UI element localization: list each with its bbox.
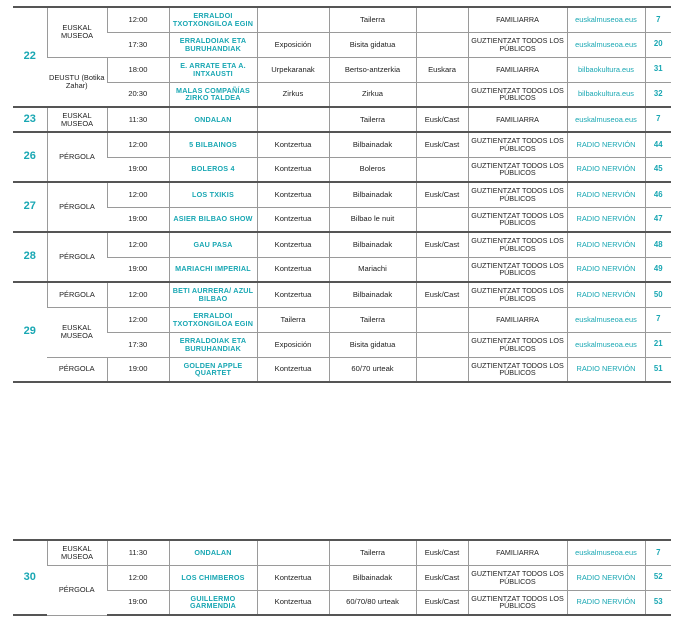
time-cell: 19:00 xyxy=(107,357,169,382)
day-number: 30 xyxy=(13,540,47,615)
event-genre: Bertso-antzerkia xyxy=(329,57,416,82)
event-language: Eusk/Cast xyxy=(416,232,468,257)
day-number: 27 xyxy=(13,182,47,232)
venue-cell: PÉRGOLA xyxy=(47,182,107,232)
audience-cell: FAMILIARRA xyxy=(468,57,567,82)
page-number: 51 xyxy=(645,357,671,382)
page-number: 47 xyxy=(645,207,671,232)
page-number: 32 xyxy=(645,82,671,107)
event-title: E. ARRATE ETA A. INTXAUSTI xyxy=(169,57,257,82)
event-type: Kontzertua xyxy=(257,132,329,157)
event-language: Eusk/Cast xyxy=(416,107,468,132)
time-cell: 18:00 xyxy=(107,57,169,82)
event-type: Exposición xyxy=(257,32,329,57)
event-genre: Bilbainadak xyxy=(329,132,416,157)
event-language: Eusk/Cast xyxy=(416,590,468,615)
venue-cell: DEUSTU (Botika Zahar) xyxy=(47,57,107,107)
venue-cell: PÉRGOLA xyxy=(47,132,107,182)
page-number: 31 xyxy=(645,57,671,82)
event-genre: Bilbainadak xyxy=(329,182,416,207)
event-type: Kontzertua xyxy=(257,182,329,207)
page-number: 21 xyxy=(645,332,671,357)
event-language: Eusk/Cast xyxy=(416,565,468,590)
table-row xyxy=(13,157,671,182)
event-type: Kontzertua xyxy=(257,232,329,257)
schedule-table-day-30 xyxy=(13,539,671,616)
organizer-link: RADIO NERVIÓN xyxy=(567,565,645,590)
venue-cell: EUSKAL MUSEOA xyxy=(47,107,107,132)
event-title: ERRALDOIAK ETA BURUHANDIAK xyxy=(169,32,257,57)
audience-cell: GUZTIENTZAT TODOS LOS PÚBLICOS xyxy=(468,232,567,257)
organizer-link: bilbaokultura.eus xyxy=(567,82,645,107)
event-type: Urpekaranak xyxy=(257,57,329,82)
event-language xyxy=(416,207,468,232)
day-number: 29 xyxy=(13,282,47,382)
event-genre: Bilbainadak xyxy=(329,282,416,307)
time-cell: 20:30 xyxy=(107,82,169,107)
organizer-link: RADIO NERVIÓN xyxy=(567,157,645,182)
audience-cell: GUZTIENTZAT TODOS LOS PÚBLICOS xyxy=(468,357,567,382)
table-row xyxy=(13,257,671,282)
organizer-link: euskalmuseoa.eus xyxy=(567,7,645,32)
table-row xyxy=(13,282,671,307)
page-number: 7 xyxy=(645,107,671,132)
audience-cell: GUZTIENTZAT TODOS LOS PÚBLICOS xyxy=(468,157,567,182)
event-title: BOLEROS 4 xyxy=(169,157,257,182)
table-row xyxy=(13,357,671,382)
event-genre: 60/70/80 urteak xyxy=(329,590,416,615)
time-cell: 17:30 xyxy=(107,332,169,357)
page-number: 49 xyxy=(645,257,671,282)
organizer-link: euskalmuseoa.eus xyxy=(567,307,645,332)
event-title: LOS CHIMBEROS xyxy=(169,565,257,590)
event-genre: Bisita gidatua xyxy=(329,332,416,357)
audience-cell: GUZTIENTZAT TODOS LOS PÚBLICOS xyxy=(468,32,567,57)
event-title: GAU PASA xyxy=(169,232,257,257)
event-language xyxy=(416,7,468,32)
venue-cell: PÉRGOLA xyxy=(47,282,107,307)
organizer-link: euskalmuseoa.eus xyxy=(567,107,645,132)
event-type: Kontzertua xyxy=(257,357,329,382)
table-row xyxy=(13,590,671,615)
organizer-link: RADIO NERVIÓN xyxy=(567,590,645,615)
event-language xyxy=(416,307,468,332)
page-number: 46 xyxy=(645,182,671,207)
time-cell: 19:00 xyxy=(107,207,169,232)
event-language: Eusk/Cast xyxy=(416,182,468,207)
venue-cell: EUSKAL MUSEOA xyxy=(47,7,107,57)
venue-cell: EUSKAL MUSEOA xyxy=(47,307,107,357)
page-number: 45 xyxy=(645,157,671,182)
page-number: 7 xyxy=(645,307,671,332)
event-title: ONDALAN xyxy=(169,540,257,565)
audience-cell: GUZTIENTZAT TODOS LOS PÚBLICOS xyxy=(468,565,567,590)
organizer-link: euskalmuseoa.eus xyxy=(567,332,645,357)
event-genre: 60/70 urteak xyxy=(329,357,416,382)
table-row xyxy=(13,32,671,57)
day-number: 22 xyxy=(13,7,47,107)
event-title: ERRALDOI TXOTXONGILOA EGIN xyxy=(169,7,257,32)
event-genre: Bilbainadak xyxy=(329,565,416,590)
event-language xyxy=(416,82,468,107)
page-number: 48 xyxy=(645,232,671,257)
audience-cell: GUZTIENTZAT TODOS LOS PÚBLICOS xyxy=(468,257,567,282)
page-number: 50 xyxy=(645,282,671,307)
audience-cell: FAMILIARRA xyxy=(468,7,567,32)
organizer-link: RADIO NERVIÓN xyxy=(567,282,645,307)
organizer-link: RADIO NERVIÓN xyxy=(567,257,645,282)
audience-cell: GUZTIENTZAT TODOS LOS PÚBLICOS xyxy=(468,207,567,232)
event-type: Kontzertua xyxy=(257,207,329,232)
audience-cell: FAMILIARRA xyxy=(468,540,567,565)
event-language xyxy=(416,257,468,282)
table-row xyxy=(13,332,671,357)
event-genre: Tailerra xyxy=(329,107,416,132)
time-cell: 11:30 xyxy=(107,540,169,565)
event-language: Eusk/Cast xyxy=(416,540,468,565)
time-cell: 12:00 xyxy=(107,307,169,332)
venue-cell: PÉRGOLA xyxy=(47,232,107,282)
event-language: Eusk/Cast xyxy=(416,282,468,307)
audience-cell: GUZTIENTZAT TODOS LOS PÚBLICOS xyxy=(468,132,567,157)
organizer-link: RADIO NERVIÓN xyxy=(567,132,645,157)
event-title: GUILLERMO GARMENDIA xyxy=(169,590,257,615)
event-type xyxy=(257,540,329,565)
event-type: Kontzertua xyxy=(257,157,329,182)
day-number: 26 xyxy=(13,132,47,182)
event-type xyxy=(257,107,329,132)
event-language xyxy=(416,157,468,182)
page-number: 20 xyxy=(645,32,671,57)
event-title: ERRALDOIAK ETA BURUHANDIAK xyxy=(169,332,257,357)
page-number: 44 xyxy=(645,132,671,157)
event-genre: Boleros xyxy=(329,157,416,182)
time-cell: 19:00 xyxy=(107,157,169,182)
event-genre: Tailerra xyxy=(329,307,416,332)
event-language xyxy=(416,357,468,382)
table-row xyxy=(13,7,671,32)
event-title: ONDALAN xyxy=(169,107,257,132)
time-cell: 11:30 xyxy=(107,107,169,132)
event-title: MARIACHI IMPERIAL xyxy=(169,257,257,282)
event-title: LOS TXIKIS xyxy=(169,182,257,207)
event-type: Tailerra xyxy=(257,307,329,332)
table-row xyxy=(13,82,671,107)
table-row xyxy=(13,540,671,565)
event-type: Zirkus xyxy=(257,82,329,107)
time-cell: 19:00 xyxy=(107,590,169,615)
time-cell: 19:00 xyxy=(107,257,169,282)
table-row xyxy=(13,307,671,332)
event-type: Kontzertua xyxy=(257,257,329,282)
event-genre: Tailerra xyxy=(329,540,416,565)
audience-cell: GUZTIENTZAT TODOS LOS PÚBLICOS xyxy=(468,590,567,615)
table-row xyxy=(13,232,671,257)
audience-cell: GUZTIENTZAT TODOS LOS PÚBLICOS xyxy=(468,282,567,307)
audience-cell: GUZTIENTZAT TODOS LOS PÚBLICOS xyxy=(468,332,567,357)
event-genre: Bilbainadak xyxy=(329,232,416,257)
event-genre: Tailerra xyxy=(329,7,416,32)
event-genre: Zirkua xyxy=(329,82,416,107)
audience-cell: FAMILIARRA xyxy=(468,307,567,332)
table-row xyxy=(13,57,671,82)
table-row xyxy=(13,565,671,590)
time-cell: 17:30 xyxy=(107,32,169,57)
page-number: 7 xyxy=(645,7,671,32)
audience-cell: GUZTIENTZAT TODOS LOS PÚBLICOS xyxy=(468,182,567,207)
organizer-link: euskalmuseoa.eus xyxy=(567,32,645,57)
schedule-table-main xyxy=(13,6,671,383)
event-type: Exposición xyxy=(257,332,329,357)
page-number: 52 xyxy=(645,565,671,590)
event-type: Kontzertua xyxy=(257,282,329,307)
event-language xyxy=(416,32,468,57)
event-title: GOLDEN APPLE QUARTET xyxy=(169,357,257,382)
audience-cell: GUZTIENTZAT TODOS LOS PÚBLICOS xyxy=(468,82,567,107)
event-genre: Bisita gidatua xyxy=(329,32,416,57)
event-genre: Mariachi xyxy=(329,257,416,282)
event-type: Kontzertua xyxy=(257,565,329,590)
day-number: 23 xyxy=(13,107,47,132)
event-language: Euskara xyxy=(416,57,468,82)
organizer-link: euskalmuseoa.eus xyxy=(567,540,645,565)
event-language: Eusk/Cast xyxy=(416,132,468,157)
time-cell: 12:00 xyxy=(107,132,169,157)
organizer-link: bilbaokultura.eus xyxy=(567,57,645,82)
event-title: ERRALDOI TXOTXONGILOA EGIN xyxy=(169,307,257,332)
table-row xyxy=(13,107,671,132)
audience-cell: FAMILIARRA xyxy=(468,107,567,132)
day-number: 28 xyxy=(13,232,47,282)
event-language xyxy=(416,332,468,357)
venue-cell: PÉRGOLA xyxy=(47,357,107,382)
page-number: 7 xyxy=(645,540,671,565)
time-cell: 12:00 xyxy=(107,282,169,307)
event-title: MALAS COMPAÑÍAS ZIRKO TALDEA xyxy=(169,82,257,107)
time-cell: 12:00 xyxy=(107,7,169,32)
event-type: Kontzertua xyxy=(257,590,329,615)
table-row xyxy=(13,182,671,207)
event-title: ASIER BILBAO SHOW xyxy=(169,207,257,232)
venue-cell: PÉRGOLA xyxy=(47,565,107,615)
event-title: 5 BILBAINOS xyxy=(169,132,257,157)
venue-cell: EUSKAL MUSEOA xyxy=(47,540,107,565)
time-cell: 12:00 xyxy=(107,182,169,207)
page-number: 53 xyxy=(645,590,671,615)
organizer-link: RADIO NERVIÓN xyxy=(567,232,645,257)
event-title: BETI AURRERA/ AZUL BILBAO xyxy=(169,282,257,307)
organizer-link: RADIO NERVIÓN xyxy=(567,182,645,207)
table-row xyxy=(13,207,671,232)
time-cell: 12:00 xyxy=(107,565,169,590)
table-row xyxy=(13,132,671,157)
event-type xyxy=(257,7,329,32)
time-cell: 12:00 xyxy=(107,232,169,257)
organizer-link: RADIO NERVIÓN xyxy=(567,357,645,382)
event-genre: Bilbao le nuit xyxy=(329,207,416,232)
organizer-link: RADIO NERVIÓN xyxy=(567,207,645,232)
